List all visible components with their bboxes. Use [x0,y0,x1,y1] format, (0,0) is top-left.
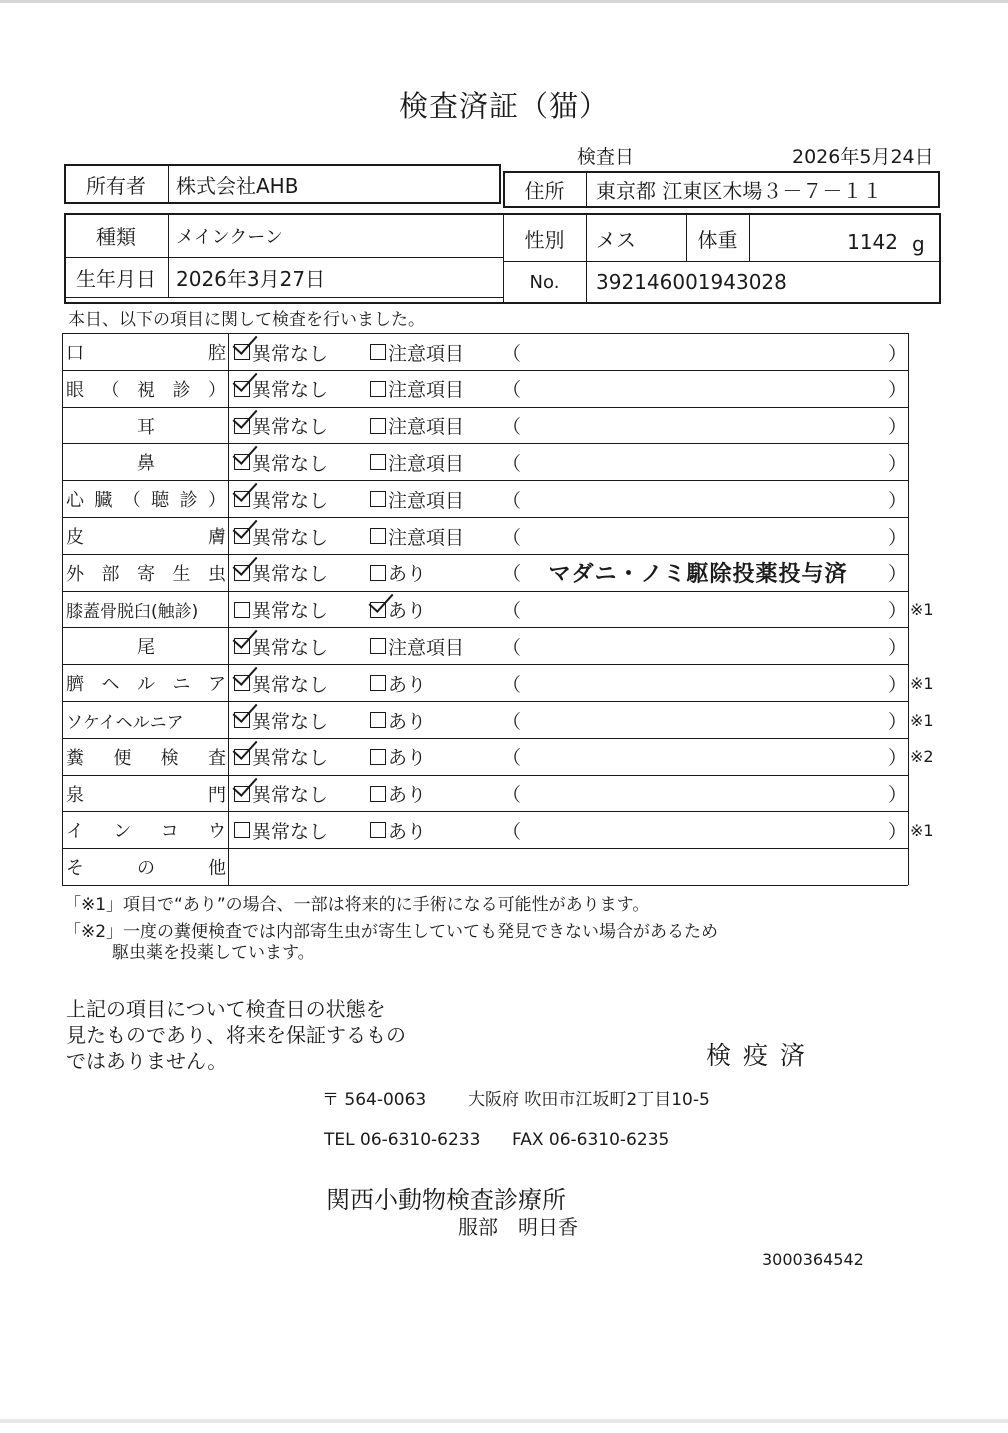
option-normal-label: 異常なし [252,600,329,623]
option-finding [370,702,426,738]
paren-open: （ [502,710,522,733]
table-row [62,554,908,591]
table-row [62,370,908,407]
option-finding [370,776,426,812]
paren-close: ） [888,747,908,770]
item-label [66,849,226,885]
item-label-char: ニ [172,674,191,696]
option-finding [370,481,464,517]
checkbox-normal[interactable] [234,822,250,838]
finding-note [508,334,888,370]
item-label-char: 聴 [151,490,170,512]
paren-close: ） [888,342,908,365]
item-label [66,739,226,775]
disclaimer-line-3: ではありません。 [66,1049,228,1073]
clinic-name: 関西小動物検査診療所 [326,1186,566,1214]
item-label-char: 眼 [66,379,84,401]
table-row [62,811,934,848]
intro-text: 本日、以下の項目に関して検査を行いました。 [68,310,425,330]
footnote-1: 「※1」項目で“あり”の場合、一部は将来的に手術になる可能性があります。 [64,895,650,915]
reference-mark: ※1 [910,600,934,620]
item-label-char: そ [66,858,84,880]
item-label-char: 他 [208,858,226,880]
option-finding-label: 注意項目 [388,416,465,439]
item-label-char: 生 [172,563,191,585]
finding-note [508,371,888,407]
option-finding [370,665,426,701]
veterinarian-name: 服部 明日香 [458,1215,578,1239]
sex-label: 性別 [524,227,565,252]
finding-note: マダニ・ノミ駆除投薬投与済 [548,562,848,588]
item-label-char: 診 [179,490,198,512]
finding-note [508,702,888,738]
option-finding [370,812,426,848]
paren-close: ） [888,563,908,586]
paren-open: （ [502,820,522,843]
item-label-char: 査 [207,747,226,769]
disclaimer-line-1: 上記の項目について検査日の状態を [66,997,386,1021]
table-row [62,443,908,480]
paren-open: （ [502,673,522,696]
option-finding [370,518,464,554]
finding-note [508,776,888,812]
checkbox-finding[interactable] [370,418,386,434]
checkbox-finding[interactable] [370,786,386,802]
sex-value: メス [596,227,636,252]
option-normal-label: 異常なし [252,379,329,402]
item-label [66,408,226,444]
option-finding [370,592,426,628]
option-normal-label: 異常なし [252,416,329,439]
finding-note [508,665,888,701]
option-finding [370,334,464,370]
checkbox-finding[interactable] [370,344,386,360]
table-row [62,664,934,701]
footnote-2-continued: 駆虫薬を投薬しています。 [112,943,315,963]
disclaimer-line-2: 見たものであり、将来を保証するもの [66,1023,406,1047]
quarantine-stamp-text: 検 疫 済 [706,1041,807,1070]
clinic-tel: TEL 06-6310-6233 [324,1130,481,1150]
item-label [66,665,226,701]
option-finding-label: あり [388,747,427,770]
item-label-char: 門 [208,784,226,806]
paren-open: （ [502,526,522,549]
item-label-char: 膚 [208,527,226,548]
checkbox-finding[interactable] [370,528,386,544]
item-label [66,812,226,848]
option-normal-label: 異常なし [252,452,329,475]
table-row [62,333,908,370]
option-finding-label: あり [388,784,427,807]
paren-open: （ [502,379,522,402]
option-finding-label: あり [388,820,427,843]
option-finding-label: 注意項目 [388,452,465,475]
paren-close: ） [888,416,908,439]
item-label-char: ウ [207,821,226,843]
item-label-char: 耳 [137,416,155,438]
finding-note [508,481,888,517]
option-finding [370,408,464,444]
birth-label: 生年月日 [76,267,156,291]
option-normal-label: 異常なし [252,784,329,807]
paren-close: ） [888,526,908,549]
option-normal [234,371,328,407]
paren-open: （ [502,416,522,439]
finding-note [508,812,888,848]
table-row [62,591,934,628]
item-label-char: 鼻 [137,453,155,475]
item-label-char: 口 [66,343,84,364]
table-row [62,407,908,444]
item-label-char: 便 [113,747,132,769]
exam-date-label: 検査日 [577,146,635,168]
paren-close: ） [888,600,908,623]
item-label-char: 心 [66,490,84,512]
reference-mark: ※1 [910,710,934,730]
no-label: No. [529,271,560,293]
option-normal [234,812,328,848]
checkbox-finding[interactable] [370,565,386,581]
item-label-char: コ [160,821,179,843]
checkbox-finding[interactable] [370,749,386,765]
paren-close: ） [888,820,908,843]
option-normal-label: 異常なし [252,820,329,843]
document-title: 検査済証（猫） [398,89,609,123]
option-finding [370,371,464,407]
finding-note [508,518,888,554]
breed-label: 種類 [96,225,136,249]
item-label-char: ア [208,674,226,696]
option-finding-label: あり [388,600,427,623]
paren-close: ） [888,710,908,733]
item-label-char: 泉 [66,784,84,806]
option-finding-label: 注意項目 [388,526,465,549]
option-finding-label: 注意項目 [388,636,465,659]
option-finding [370,628,464,664]
paren-close: ） [888,636,908,659]
option-normal-label: 異常なし [252,563,329,586]
paren-open: （ [502,636,522,659]
scan-edge-bottom [0,1419,1008,1423]
option-finding-label: 注意項目 [388,342,465,365]
item-label-char: 糞 [66,747,84,769]
table-row [62,738,934,775]
item-label [66,518,226,554]
finding-note [508,739,888,775]
reference-mark: ※1 [910,673,934,693]
option-normal [234,518,328,554]
clinic-fax: FAX 06-6310-6235 [512,1130,670,1150]
checkbox-finding[interactable] [370,712,386,728]
item-label-char: 視 [137,379,155,401]
paren-open: （ [502,600,522,623]
item-label-char: 臍 [66,674,84,696]
option-normal-label: 異常なし [252,489,329,512]
checkbox-normal[interactable] [234,602,250,618]
option-normal-label: 異常なし [252,747,329,770]
item-label-char: 臓 [94,490,113,512]
paren-close: ） [888,452,908,475]
item-label-char: ） [207,490,226,512]
paren-open: （ [502,342,522,365]
reference-mark: ※2 [910,747,934,767]
item-label-char: ヘ [101,674,120,696]
finding-note [508,592,888,628]
option-finding-label: 注意項目 [388,379,465,402]
reference-mark: ※1 [910,820,934,840]
postal-code: 〒 564-0063 [322,1090,427,1110]
item-label-char: ソケイヘルニア [66,712,184,733]
paren-close: ） [888,379,908,402]
exam-date: 2026年5月24日 [792,146,934,168]
item-label [66,628,226,664]
item-label [66,702,226,738]
item-label-char: 尾 [137,637,155,659]
item-label-char: （ [101,379,120,401]
item-label-char: 虫 [208,563,226,585]
table-row [62,775,908,812]
document-number: 3000364542 [762,1250,864,1269]
footnote-2: 「※2」一度の糞便検査では内部寄生虫が寄生していても発見できない場合があるため [64,922,719,942]
paren-close: ） [888,784,908,807]
checkbox-finding[interactable] [370,381,386,397]
item-label-char: 部 [101,563,120,585]
item-label-char: 診 [172,379,191,401]
table-row-other [62,848,908,885]
clinic-address: 大阪府 吹田市江坂町2丁目10-5 [468,1090,710,1110]
checkbox-finding[interactable] [370,454,386,470]
table-row [62,627,908,664]
item-label [66,334,226,370]
item-label-char: 膝蓋骨脱臼(触診) [66,602,199,623]
option-normal [234,776,328,812]
item-label-char: 外 [66,563,84,585]
item-label-char: 腔 [208,343,226,364]
table-row [62,517,908,554]
option-normal-label: 異常なし [252,526,329,549]
owner-value: 株式会社AHB [176,173,299,198]
option-finding [370,739,426,775]
option-finding-label: 注意項目 [388,489,465,512]
paren-open: （ [502,563,522,586]
address-value: 東京都 江東区木場３－７－１１ [596,179,883,203]
item-label-char: ） [208,379,226,401]
option-finding [370,444,464,480]
paren-open: （ [502,489,522,512]
item-label [66,481,226,517]
checkbox-finding[interactable] [370,822,386,838]
option-normal-label: 異常なし [252,673,329,696]
checkbox-finding[interactable] [370,491,386,507]
paren-close: ） [888,673,908,696]
item-label-char: 皮 [66,527,84,548]
option-normal [234,702,328,738]
finding-note [508,628,888,664]
item-label-char: の [137,858,155,880]
option-finding [370,555,426,591]
breed-value: メインクーン [176,226,283,248]
no-value: 392146001943028 [596,270,787,294]
option-finding-label: あり [388,710,427,733]
option-normal-label: 異常なし [252,636,329,659]
table-row [62,480,908,517]
item-label [66,444,226,480]
owner-label: 所有者 [86,173,146,198]
option-finding-label: あり [388,563,427,586]
finding-note [508,408,888,444]
item-label-char: 検 [160,747,179,769]
item-label [66,555,226,591]
option-finding-label: あり [388,673,427,696]
finding-note [508,444,888,480]
item-label [66,371,226,407]
weight-value: 1142 [847,230,898,254]
checkbox-finding[interactable] [370,675,386,691]
item-label-char: ル [137,674,155,696]
option-normal-label: 異常なし [252,342,329,365]
item-label [66,776,226,812]
option-normal [234,334,328,370]
paren-open: （ [502,452,522,475]
table-row [62,701,934,738]
option-normal [234,555,328,591]
weight-label: 体重 [697,227,738,252]
paren-open: （ [502,747,522,770]
item-label [66,592,226,628]
weight-unit: g [912,232,925,256]
item-label-char: 寄 [137,563,155,585]
address-label: 住所 [524,179,565,203]
option-normal-label: 異常なし [252,710,329,733]
item-label-char: （ [122,490,141,512]
paren-close: ） [888,489,908,512]
paren-open: （ [502,784,522,807]
item-label-char: ン [113,821,132,843]
item-label-char: イ [66,821,84,843]
checkbox-finding[interactable] [370,638,386,654]
option-normal [234,739,328,775]
birth-value: 2026年3月27日 [176,267,326,291]
